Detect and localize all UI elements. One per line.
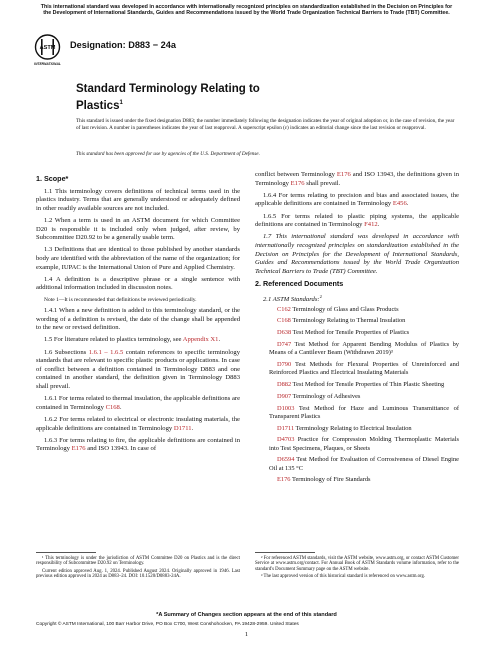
reference-code-link[interactable]: D1711 <box>277 424 295 432</box>
para-1-6-4 <box>255 192 459 209</box>
svg-text:INTERNATIONAL: INTERNATIONAL <box>34 62 61 66</box>
para-1-5-text: 1.5 For literature related to plastics terminology, see <box>44 336 183 344</box>
para-1-4-1: 1.4.1 When a new definition is added to this terminology standard, or the wording of a definition is revised, the date of the change shall be appended to the new or revised definition. <box>36 307 240 332</box>
para-1-6-2-end: . <box>191 424 194 432</box>
reference-code-link[interactable]: D4703 <box>277 436 295 444</box>
c168-link[interactable]: C168 <box>105 403 120 411</box>
para-1-6-1 <box>36 395 240 412</box>
reference-title: Test Method for Apparent Bending Modulus of Plastics by Means of a Cantilever Beam (Withdrawn 2019)³ <box>269 341 459 357</box>
reference-code-link[interactable]: D638 <box>277 329 292 337</box>
reference-title: Terminology Relating to Electrical Insulation <box>294 424 412 432</box>
tbt-banner: This international standard was developed in accordance with internationally recognized principles on standardization established in the Decision on Principles for the Development of International Standards, Guides and Recommendations issued by the World Trade Organization Technical Barriers to Trade (TBT) Committee. <box>40 4 453 17</box>
f412-link[interactable]: F412 <box>364 221 378 229</box>
para-1-6-end: contain references to specific terminology standards that are relevant to specific plastic products or applications. In case of conflict between a definition contained in Terminology D883 and one contained in another standard, the definition given in Terminology D883 shall prevail. <box>36 348 240 391</box>
title-line-1: Standard Terminology Relating to <box>76 83 260 95</box>
copyright-line: Copyright © ASTM International, 100 Barr Harbor Drive, PO Box C700, West Conshohocken, PA 19428-2959. United States <box>36 622 299 627</box>
e176-link-3[interactable]: E176 <box>290 179 305 187</box>
para-1-2: 1.2 When a term is used in an ASTM document for which Committee D20 is responsible it is included only when judged, after review, by Subcommittee D20.92 to be a generally usable term. <box>36 216 240 242</box>
reference-item <box>255 425 459 433</box>
dod-approval: This standard has been approved for use by agencies of the U.S. Department of Defense. <box>76 151 260 157</box>
reference-code-link[interactable]: D882 <box>277 381 292 389</box>
reference-title: Practice for Compression Molding Thermoplastic Materials into Test Specimens, Plaques, or Sheets <box>269 436 459 452</box>
para-1-6-3-text: 1.6.3 For terms relating to fire, the applicable definitions are contained in Terminology <box>36 436 240 453</box>
note-1: Note 1—It is recommended that definitions be reviewed periodically. <box>44 296 197 303</box>
reference-item <box>255 317 459 325</box>
para-1-6-5-end: . <box>377 221 380 229</box>
astm-standards-footnote-mark: 2 <box>319 293 322 299</box>
reference-code-link[interactable]: C168 <box>277 317 291 325</box>
title-line-2 <box>76 96 326 113</box>
reference-item <box>255 361 459 377</box>
reference-item <box>255 329 459 337</box>
e456-link[interactable]: E456 <box>392 200 407 208</box>
title-footnote-mark: 1 <box>119 100 123 106</box>
reference-code-link[interactable]: C162 <box>277 305 291 313</box>
astm-standards-label <box>255 293 459 305</box>
footnotes-right <box>255 552 459 582</box>
reference-item <box>255 393 459 401</box>
left-column <box>36 171 240 458</box>
reference-title: Test Method for Tensile Properties of Thin Plastic Sheeting <box>291 381 445 389</box>
reference-list <box>255 306 459 485</box>
reference-title: Terminology Relating to Thermal Insulation <box>290 317 406 325</box>
e176-link-2[interactable]: E176 <box>336 171 351 178</box>
reference-title: Terminology of Adhesives <box>291 392 361 400</box>
footnote-1-edition: Current edition approved Aug. 1, 2024. Published August 2024. Originally approved in 1946. Last previous edition approved in 2024 as D883–24. DOI: 10.1520/D0883-24A. <box>36 568 240 580</box>
para-1-4: 1.4 A definition is a descriptive phrase or a single sentence with additional information included in discussion notes. <box>36 275 240 292</box>
reference-item <box>255 436 459 452</box>
reference-title: Test Method for Tensile Properties of Plastics <box>291 329 410 337</box>
referenced-documents-heading: 2. Referenced Documents <box>255 279 344 289</box>
para-1-6-5 <box>255 213 459 230</box>
reference-code-link[interactable]: D907 <box>277 392 292 400</box>
reference-code-link[interactable]: D790 <box>277 361 292 369</box>
scope-heading: 1. Scope* <box>36 174 69 183</box>
footnote-3: ³ The last approved version of this historical standard is referenced on www.astm.org. <box>261 574 426 580</box>
footnotes-left <box>36 552 240 582</box>
reference-item <box>255 405 459 421</box>
reference-code-link[interactable]: E176 <box>277 476 291 484</box>
para-1-6-2 <box>36 416 240 433</box>
para-1-6-3 <box>36 437 240 454</box>
reference-code-link[interactable]: D1003 <box>277 404 295 412</box>
reference-title: Test Method for Evaluation of Corrosiveness of Diesel Engine Oil at 135 °C <box>269 456 459 472</box>
reference-title: Terminology of Glass and Glass Products <box>290 305 399 313</box>
reference-code-link[interactable]: D747 <box>277 341 292 349</box>
para-1-5-end: . <box>218 336 221 344</box>
para-1-6-text: 1.6 Subsections <box>44 348 89 356</box>
svg-text:ASTM: ASTM <box>39 45 56 51</box>
footnote-block-right <box>255 556 459 581</box>
cont-text-3: shall prevail. <box>304 179 341 187</box>
astm-logo <box>34 34 61 67</box>
reference-item <box>255 456 459 472</box>
para-1-6-2-text: 1.6.2 For terms related to electrical or electronic insulating materials, the applicable definitions are contained in Terminology <box>36 416 240 432</box>
para-1-6-5-text: 1.6.5 For terms related to plastic piping systems, the applicable definitions are contained in Terminology <box>255 212 459 229</box>
reference-item <box>255 306 459 314</box>
e176-link[interactable]: E176 <box>71 445 86 453</box>
d1711-link[interactable]: D1711 <box>173 424 192 432</box>
para-1-6-3-continued <box>255 171 459 188</box>
astm-standards-text: 2.1 ASTM Standards: <box>263 296 320 304</box>
para-1-6 <box>36 349 240 392</box>
preamble: This standard is issued under the fixed designation D883; the number immediately following the designation indicates the year of original adoption or, in the case of revision, the year of last revision. A number in parentheses indicates the year of last reapproval. A superscript epsilon (ε) indicates an editorial change since the last revision or reapproval. <box>76 118 455 131</box>
footnote-1: ¹ This terminology is under the jurisdiction of ASTM Committee D20 on Plastics and is the direct responsibility of Subcommittee D20.92 on Terminology. <box>36 555 240 567</box>
para-1-6-1-text: 1.6.1 For terms related to thermal insulation, the applicable definitions are contained in Terminology <box>36 395 240 411</box>
footnote-block-left <box>36 556 240 581</box>
cont-text-2: and ISO 13943, the definitions given in Terminology <box>255 171 460 187</box>
para-1-7: 1.7 This international standard was developed in accordance with internationally recognized principles on standardization established in the Decision on Principles for the Development of International Standards, Guides and Recommendations issued by the World Trade Organization Technical Barriers to Trade (TBT) Committee. <box>255 233 459 275</box>
reference-title: Test Method for Haze and Luminous Transmittance of Transparent Plastics <box>269 404 459 420</box>
para-1-1: 1.1 This terminology covers definitions of technical terms used in the plastics industry. Terms that are generally understood or adequately defined in other readily available sources are not included. <box>36 187 240 212</box>
para-1-6-3-end: and ISO 13943. In case of <box>85 445 157 453</box>
para-1-6-4-end: . <box>406 200 409 208</box>
para-1-5 <box>36 336 240 345</box>
cont-text-1: conflict between Terminology <box>255 171 337 178</box>
document-title <box>76 82 326 113</box>
title-text: Plastics <box>76 99 120 112</box>
reference-title: Terminology of Fire Standards <box>290 476 371 484</box>
designation: Designation: D883 − 24a <box>70 40 176 50</box>
reference-item <box>255 476 459 484</box>
reference-title: Test Methods for Flexural Properties of Unreinforced and Reinforced Plastics and Electrical Insulating Materials <box>269 361 459 377</box>
para-1-6-4-text: 1.6.4 For terms relating to precision and bias and associated issues, the applicable definitions are contained in Terminology <box>255 191 459 208</box>
subsections-link[interactable]: 1.6.1 – 1.6.5 <box>88 348 124 356</box>
right-column <box>255 171 459 488</box>
footnote-2: ² For referenced ASTM standards, visit the ASTM website, www.astm.org, or contact ASTM Customer Service at www.astm.org/contact. For Annual Book of ASTM Standards volume information, refer to the standard's Document Summary page on the ASTM website. <box>255 555 459 573</box>
para-1-3: 1.3 Definitions that are identical to those published by another standards body are identified with the abbreviation of the name of the organization; for example, IUPAC is the International Union of Pure and Applied Chemistry. <box>36 246 240 271</box>
reference-item <box>255 341 459 357</box>
footnote-rule-right <box>255 552 315 553</box>
appendix-x1-link[interactable]: Appendix X1 <box>182 336 219 344</box>
page-number: 1 <box>244 631 249 638</box>
summary-of-changes-note: *A Summary of Changes section appears at the end of this standard <box>156 612 337 618</box>
footnote-rule <box>36 552 96 553</box>
reference-item <box>255 381 459 389</box>
para-1-6-1-end: . <box>119 403 122 411</box>
reference-code-link[interactable]: D6594 <box>277 456 295 464</box>
